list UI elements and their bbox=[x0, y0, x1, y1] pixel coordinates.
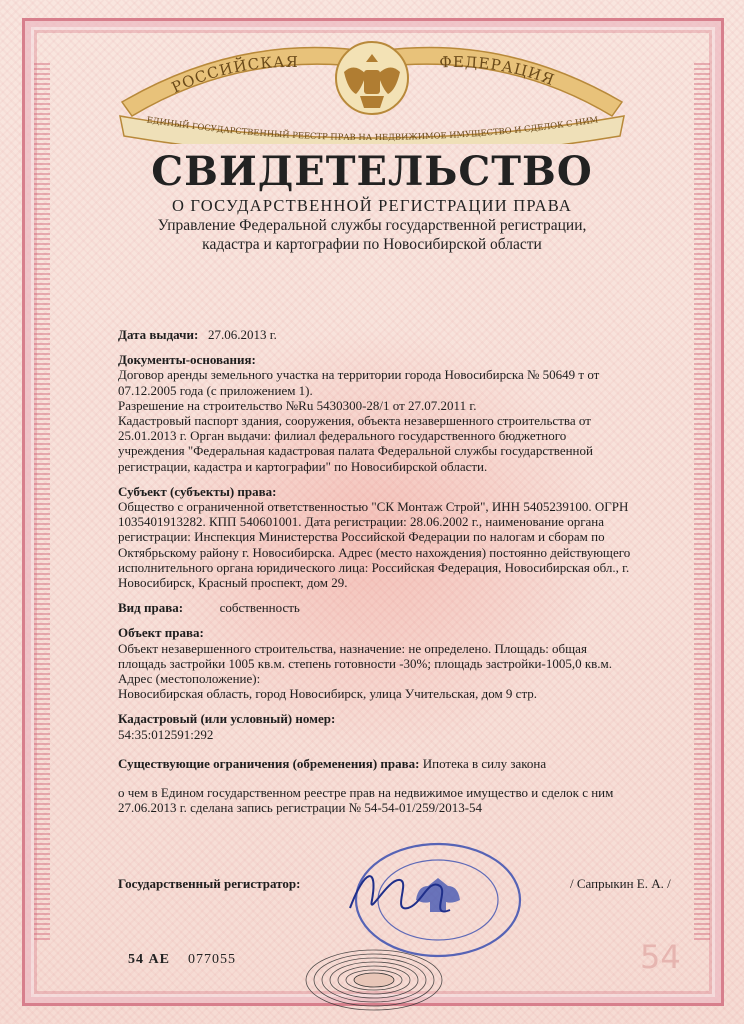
text-line: исполнительного органа юридического лица: Российская Федерация, Новосибирская обл., г. bbox=[118, 559, 630, 575]
text-line: Разрешение на строительство №Ru 5430300-28/1 от 27.07.2011 г. bbox=[118, 397, 477, 413]
authority-line: кадастра и картографии по Новосибирской области bbox=[202, 236, 542, 253]
text-line: площадь застройки 1005 кв.м. степень готовности -30%; площадь застройки-1005,0 кв.м. bbox=[118, 655, 612, 671]
object-label: Объект права: bbox=[118, 625, 204, 641]
text-line: Общество с ограниченной ответственностью "СК Монтаж Строй", ИНН 5405239100. ОГРН bbox=[118, 499, 629, 515]
subject-text bbox=[118, 499, 678, 590]
svg-text:РОССИЙСКАЯ bbox=[169, 53, 299, 97]
right-type-label: Вид права: bbox=[118, 600, 184, 616]
document-subtitle: О ГОСУДАРСТВЕННОЙ РЕГИСТРАЦИИ ПРАВА bbox=[171, 196, 573, 215]
text-line: Объект незавершенного строительства, назначение: не определено. Площадь: общая bbox=[118, 640, 587, 656]
text-line: о чем в Едином государственном реестре прав на недвижимое имущество и сделок с ним bbox=[118, 785, 614, 801]
text-line: Октябрьскому району г. Новосибирска. Адрес (место нахождения) постоянно действующего bbox=[118, 544, 631, 560]
authority-line: Управление Федеральной службы государственной регистрации, bbox=[157, 217, 587, 234]
serial-series: 54 АЕ bbox=[128, 952, 170, 967]
registrar-label: Государственный регистратор: bbox=[118, 876, 301, 891]
banner-left-word: РОССИЙСКАЯ bbox=[168, 52, 299, 97]
restrictions-row bbox=[118, 756, 678, 771]
registration-record bbox=[118, 785, 678, 815]
documents-text bbox=[118, 367, 678, 473]
object-text bbox=[118, 641, 678, 702]
restrictions-value: Ипотека в силу закона bbox=[422, 755, 547, 771]
issue-date-row bbox=[118, 327, 678, 342]
right-type-row bbox=[118, 600, 678, 615]
svg-text:ФЕДЕРАЦИЯ bbox=[439, 53, 557, 89]
banner-ribbon-text: ЕДИНЫЙ ГОСУДАРСТВЕННЫЙ РЕЕСТР ПРАВ НА НЕДВИЖИМОЕ ИМУЩЕСТВО И СДЕЛОК С НИМ bbox=[146, 114, 599, 143]
text-line: Адрес (местоположение): bbox=[118, 671, 261, 687]
text-line: учреждения "Федеральная кадастровая палата Федеральной службы государственной bbox=[118, 443, 593, 459]
serial-number: 077055 bbox=[187, 952, 236, 967]
text-line: Новосибирская область, город Новосибирск, улица Учительская, дом 9 стр. bbox=[118, 686, 538, 702]
subject-label: Субъект (субъекты) права: bbox=[118, 483, 277, 499]
issue-date-label: Дата выдачи: bbox=[118, 327, 199, 342]
text-line: регистрации: Инспекция Министерства Российской Федерации по налогам и сборам по bbox=[118, 529, 605, 545]
text-line: регистрации, кадастра и картографии" по Новосибирской области. bbox=[118, 458, 488, 474]
guilloche-rosette bbox=[302, 940, 447, 1020]
text-line: 27.06.2013 г. сделана запись регистрации № 54-54-01/259/2013-54 bbox=[118, 800, 483, 816]
issuing-authority bbox=[0, 216, 744, 254]
cadastral-label: Кадастровый (или условный) номер: bbox=[118, 711, 336, 727]
text-line: Договор аренды земельного участка на территории города Новосибирска № 50649 т от bbox=[118, 367, 600, 383]
documents-label: Документы-основания: bbox=[118, 352, 256, 368]
text-line: 07.12.2005 года (с приложением 1). bbox=[118, 382, 313, 398]
coat-of-arms-banner bbox=[112, 32, 632, 144]
form-serial-number bbox=[128, 952, 236, 968]
text-line: Кадастровый паспорт здания, сооружения, объекта незавершенного строительства от bbox=[118, 413, 591, 429]
document-title: СВИДЕТЕЛЬСТВО bbox=[151, 148, 593, 195]
text-line: 1035401913282. КПП 540601001. Дата регистрации: 28.06.2002 г., наименование органа bbox=[118, 514, 605, 530]
corner-number: 54 bbox=[640, 938, 681, 976]
right-type-value: собственность bbox=[219, 600, 300, 616]
certificate-body bbox=[118, 327, 678, 815]
banner-right-word: ФЕДЕРАЦИЯ bbox=[438, 52, 558, 90]
restrictions-label: Существующие ограничения (обременения) права: bbox=[118, 755, 420, 771]
issue-date-value: 27.06.2013 г. bbox=[208, 327, 277, 342]
registrar-name: / Сапрыкин Е. А. / bbox=[570, 876, 671, 891]
cadastral-number: 54:35:012591:292 bbox=[118, 726, 214, 742]
text-line: Новосибирск, Красный проспект, дом 29. bbox=[118, 575, 348, 591]
text-line: 25.01.2013 г. Орган выдачи: филиал федерального государственного бюджетного bbox=[118, 428, 567, 444]
